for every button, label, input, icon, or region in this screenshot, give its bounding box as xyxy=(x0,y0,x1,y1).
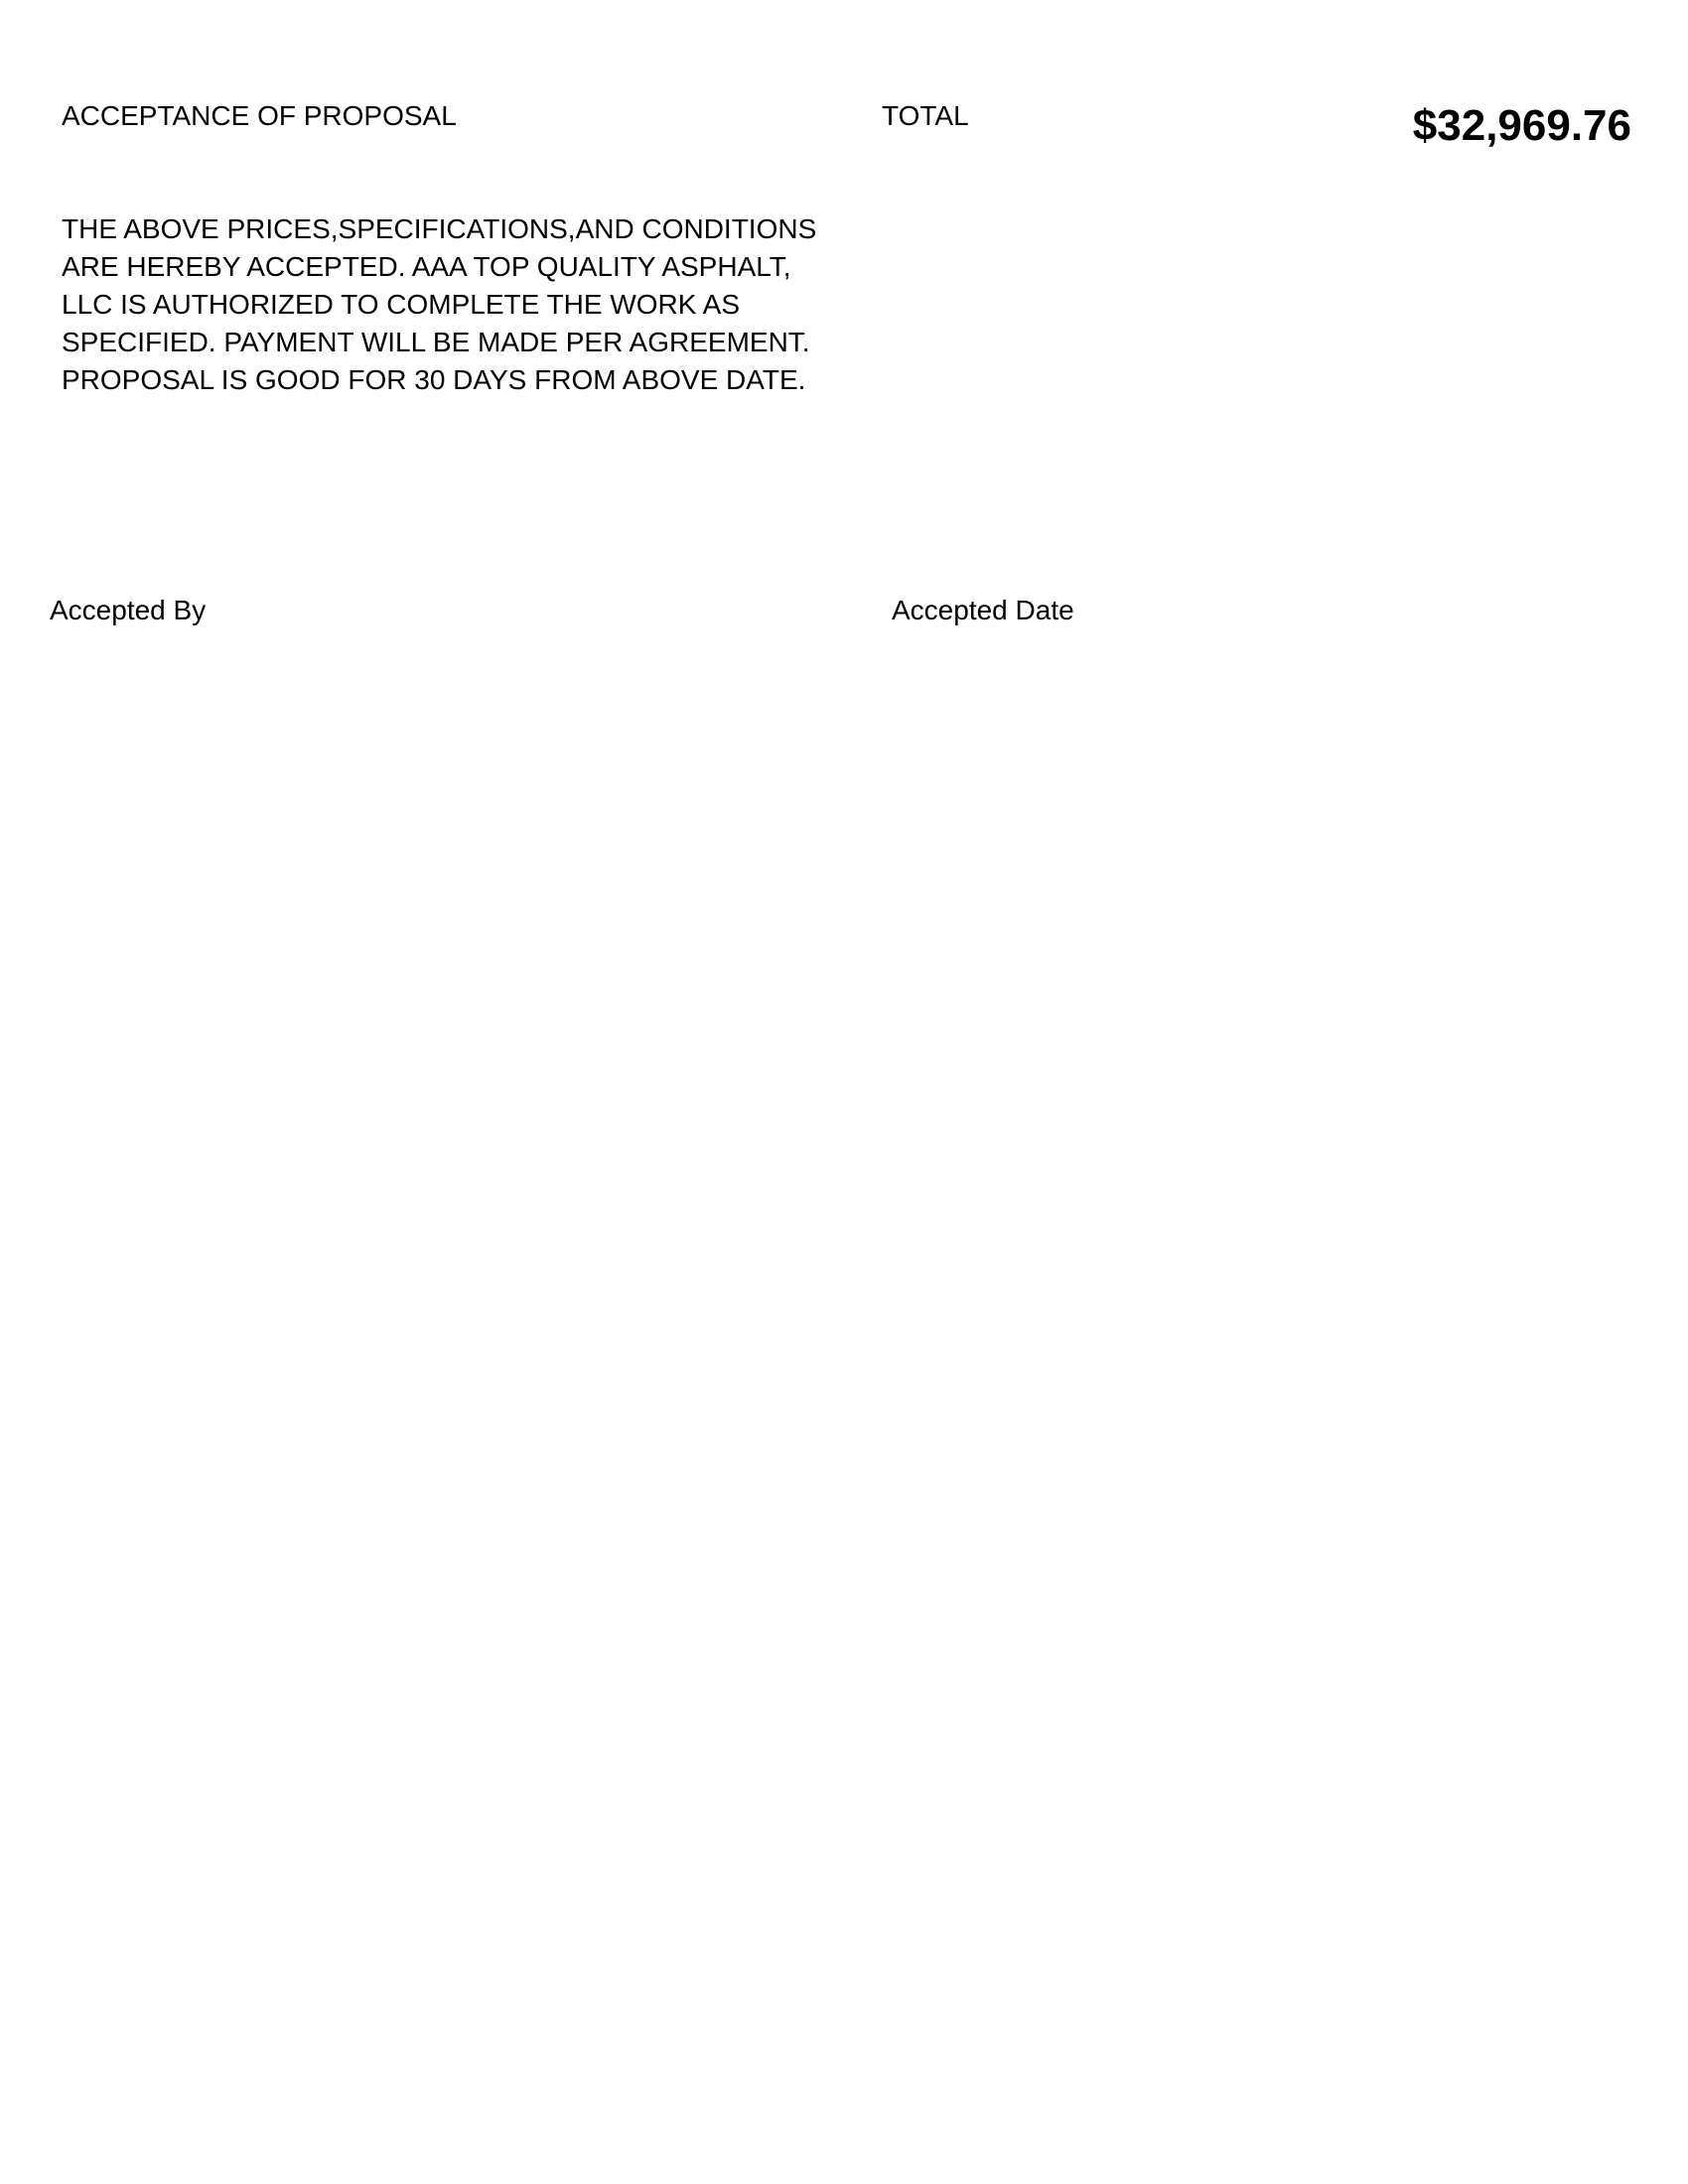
total-amount: $32,969.76 xyxy=(1412,101,1631,150)
section-heading: ACCEPTANCE OF PROPOSAL xyxy=(62,100,457,131)
total-label: TOTAL xyxy=(882,100,969,131)
terms-line: PROPOSAL IS GOOD FOR 30 DAYS FROM ABOVE DATE. xyxy=(62,364,806,395)
terms-line: SPECIFIED. PAYMENT WILL BE MADE PER AGREEMENT. xyxy=(62,327,810,357)
accepted-by-label: Accepted By xyxy=(50,595,207,625)
terms-line: LLC IS AUTHORIZED TO COMPLETE THE WORK AS xyxy=(62,289,741,320)
accepted-date-label: Accepted Date xyxy=(892,595,1074,625)
terms-line: THE ABOVE PRICES,SPECIFICATIONS,AND CONDITIONS xyxy=(62,213,817,244)
terms-line: ARE HEREBY ACCEPTED. AAA TOP QUALITY ASPHALT, xyxy=(62,251,791,282)
acceptance-terms xyxy=(62,210,816,399)
